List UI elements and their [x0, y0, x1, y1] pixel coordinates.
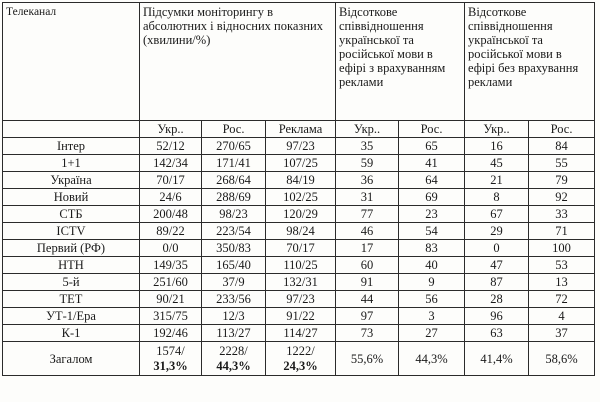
header-absolute-values: Підсумки моніторингу в абсолютних і відносних показних (хвилини/%): [140, 3, 336, 121]
ukr-share-without-ads: 21: [465, 172, 529, 189]
ros-share-without-ads: 84: [529, 138, 595, 155]
ukr-share-with-ads: 59: [336, 155, 399, 172]
ukr-share-with-ads: 35: [336, 138, 399, 155]
table-row: [3, 325, 595, 342]
subheader-row: [3, 121, 595, 138]
channel-name: УТ-1/Ера: [3, 308, 140, 325]
channel-name: СТБ: [3, 206, 140, 223]
ads-minutes: 107/25: [266, 155, 336, 172]
ukr-minutes: 251/60: [140, 274, 202, 291]
ukr-minutes: 52/12: [140, 138, 202, 155]
ros-share-with-ads: 64: [399, 172, 465, 189]
ros-share-with-ads: 27: [399, 325, 465, 342]
subheader-ads: Реклама: [266, 121, 336, 138]
ukr-minutes: 149/35: [140, 257, 202, 274]
subheader-ukr: Укр..: [140, 121, 202, 138]
table-row: [3, 155, 595, 172]
subheader-ukr-without-ads: Укр..: [465, 121, 529, 138]
ros-share-without-ads: 72: [529, 291, 595, 308]
ukr-share-with-ads: 44: [336, 291, 399, 308]
channel-name: Україна: [3, 172, 140, 189]
ukr-share-without-ads: 16: [465, 138, 529, 155]
ads-minutes: 132/31: [266, 274, 336, 291]
ros-share-with-ads: 23: [399, 206, 465, 223]
ukr-share-with-ads: 97: [336, 308, 399, 325]
channel-name: Інтер: [3, 138, 140, 155]
ros-share-without-ads: 71: [529, 223, 595, 240]
ros-minutes: 350/83: [202, 240, 266, 257]
ros-share-with-ads: 3: [399, 308, 465, 325]
ads-minutes: 102/25: [266, 189, 336, 206]
ukr-share-with-ads: 73: [336, 325, 399, 342]
subheader-ros-with-ads: Рос.: [399, 121, 465, 138]
total-ukr-without-ads: 41,4%: [465, 342, 529, 376]
table-row: [3, 138, 595, 155]
ros-minutes: 233/56: [202, 291, 266, 308]
subheader-ros: Рос.: [202, 121, 266, 138]
table-row: [3, 257, 595, 274]
ukr-share-with-ads: 17: [336, 240, 399, 257]
ros-minutes: 171/41: [202, 155, 266, 172]
ukr-share-without-ads: 45: [465, 155, 529, 172]
ros-share-with-ads: 65: [399, 138, 465, 155]
total-ros: [202, 342, 266, 376]
total-ros-with-ads: 44,3%: [399, 342, 465, 376]
total-ads: [266, 342, 336, 376]
ukr-share-without-ads: 67: [465, 206, 529, 223]
ukr-share-without-ads: 8: [465, 189, 529, 206]
table-row: [3, 189, 595, 206]
total-ros-percent: 44,3%: [216, 358, 251, 373]
ukr-minutes: 142/34: [140, 155, 202, 172]
total-ukr-with-ads: 55,6%: [336, 342, 399, 376]
table-row: [3, 291, 595, 308]
ukr-minutes: 90/21: [140, 291, 202, 308]
ros-share-with-ads: 69: [399, 189, 465, 206]
ros-share-without-ads: 33: [529, 206, 595, 223]
ads-minutes: 120/29: [266, 206, 336, 223]
channel-name: НТН: [3, 257, 140, 274]
ads-minutes: 84/19: [266, 172, 336, 189]
ros-share-with-ads: 9: [399, 274, 465, 291]
total-label: Загалом: [3, 342, 140, 376]
ros-share-with-ads: 40: [399, 257, 465, 274]
header-share-without-ads: Відсоткове співвідношення української та російської мови в ефірі без врахування реклами: [465, 3, 595, 121]
ros-minutes: 223/54: [202, 223, 266, 240]
ukr-share-without-ads: 28: [465, 291, 529, 308]
ads-minutes: 110/25: [266, 257, 336, 274]
ukr-minutes: 315/75: [140, 308, 202, 325]
total-ros-without-ads: 58,6%: [529, 342, 595, 376]
language-monitoring-table: [2, 2, 595, 376]
ads-minutes: 98/24: [266, 223, 336, 240]
ukr-share-with-ads: 77: [336, 206, 399, 223]
total-ads-percent: 24,3%: [283, 358, 318, 373]
ros-minutes: 165/40: [202, 257, 266, 274]
table-row: [3, 240, 595, 257]
channel-name: Новий: [3, 189, 140, 206]
ukr-minutes: 70/17: [140, 172, 202, 189]
ukr-share-with-ads: 91: [336, 274, 399, 291]
ros-minutes: 12/3: [202, 308, 266, 325]
subheader-ros-without-ads: Рос.: [529, 121, 595, 138]
total-ads-minutes: 1222/: [286, 343, 315, 358]
ukr-share-without-ads: 63: [465, 325, 529, 342]
table-row: [3, 172, 595, 189]
ros-minutes: 288/69: [202, 189, 266, 206]
ros-share-without-ads: 37: [529, 325, 595, 342]
channel-name: ICTV: [3, 223, 140, 240]
ukr-minutes: 0/0: [140, 240, 202, 257]
ukr-minutes: 200/48: [140, 206, 202, 223]
channel-name: ТЕТ: [3, 291, 140, 308]
ukr-minutes: 89/22: [140, 223, 202, 240]
table-row: [3, 274, 595, 291]
ukr-share-with-ads: 60: [336, 257, 399, 274]
table-row: [3, 223, 595, 240]
ads-minutes: 114/27: [266, 325, 336, 342]
ros-share-with-ads: 54: [399, 223, 465, 240]
ukr-share-without-ads: 87: [465, 274, 529, 291]
ros-share-without-ads: 4: [529, 308, 595, 325]
subheader-empty: [3, 121, 140, 138]
ros-share-without-ads: 13: [529, 274, 595, 291]
ukr-minutes: 192/46: [140, 325, 202, 342]
total-ukr-percent: 31,3%: [153, 358, 188, 373]
ukr-minutes: 24/6: [140, 189, 202, 206]
ros-share-without-ads: 55: [529, 155, 595, 172]
channel-name: 5-й: [3, 274, 140, 291]
ads-minutes: 91/22: [266, 308, 336, 325]
ros-share-with-ads: 41: [399, 155, 465, 172]
ros-minutes: 37/9: [202, 274, 266, 291]
total-ukr-minutes: 1574/: [156, 343, 185, 358]
ros-minutes: 113/27: [202, 325, 266, 342]
total-ros-minutes: 2228/: [219, 343, 248, 358]
ukr-share-with-ads: 46: [336, 223, 399, 240]
ads-minutes: 97/23: [266, 138, 336, 155]
subheader-ukr-with-ads: Укр..: [336, 121, 399, 138]
channel-name: К-1: [3, 325, 140, 342]
ukr-share-without-ads: 29: [465, 223, 529, 240]
table-row: [3, 308, 595, 325]
ukr-share-without-ads: 0: [465, 240, 529, 257]
ukr-share-with-ads: 36: [336, 172, 399, 189]
ukr-share-with-ads: 31: [336, 189, 399, 206]
ros-share-without-ads: 53: [529, 257, 595, 274]
ros-share-without-ads: 100: [529, 240, 595, 257]
ros-minutes: 98/23: [202, 206, 266, 223]
channel-name: Первий (РФ): [3, 240, 140, 257]
header-channel: Телеканал: [3, 3, 140, 121]
table-row: [3, 206, 595, 223]
ads-minutes: 97/23: [266, 291, 336, 308]
ads-minutes: 70/17: [266, 240, 336, 257]
ros-share-without-ads: 79: [529, 172, 595, 189]
ros-share-without-ads: 92: [529, 189, 595, 206]
channel-name: 1+1: [3, 155, 140, 172]
total-row: [3, 342, 595, 376]
ros-minutes: 270/65: [202, 138, 266, 155]
ros-share-with-ads: 56: [399, 291, 465, 308]
header-row: [3, 3, 595, 121]
total-ukr: [140, 342, 202, 376]
ukr-share-without-ads: 47: [465, 257, 529, 274]
header-share-with-ads: Відсоткове співвідношення української та російської мови в ефірі з врахуванням реклами: [336, 3, 465, 121]
ros-share-with-ads: 83: [399, 240, 465, 257]
ros-minutes: 268/64: [202, 172, 266, 189]
ukr-share-without-ads: 96: [465, 308, 529, 325]
